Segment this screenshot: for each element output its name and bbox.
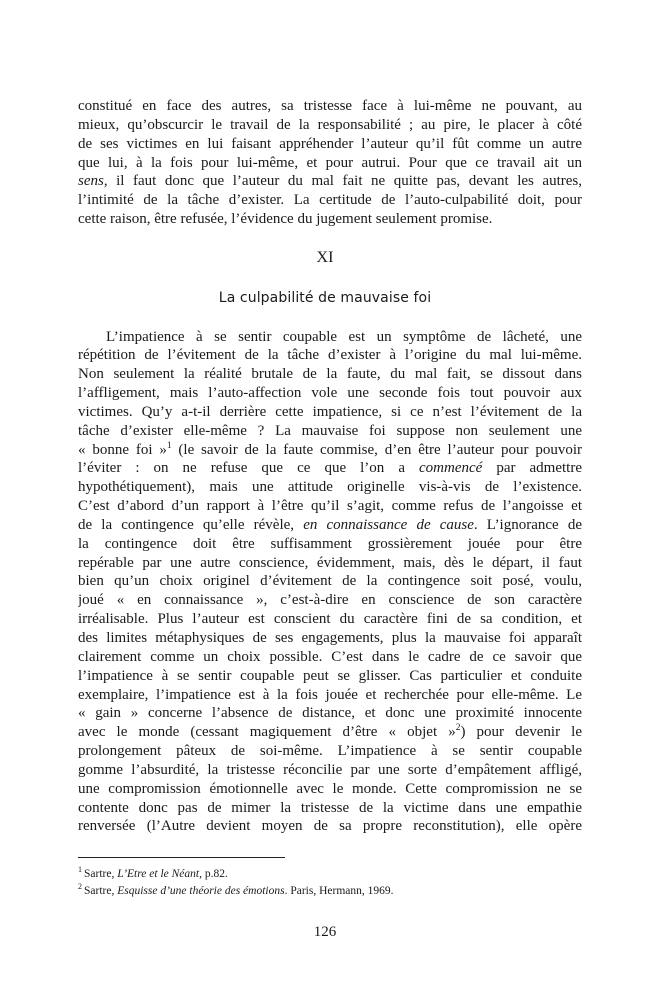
text-line (78, 97, 582, 116)
text-segment: L’impatience à se sentir coupable est un symptôme de lâcheté, une (106, 328, 582, 345)
text-segment: victimes. Qu’y a-t-il derrière cette impatience, si ce n’est l’évitement de la (78, 403, 582, 420)
text-line (78, 629, 582, 648)
footnote-title: Esquisse d’une théorie des émotions (117, 884, 285, 897)
text-line (78, 723, 582, 742)
text-segment: prolongement pâteux de soi-même. L’impatience à se sentir coupable (78, 743, 582, 760)
text-line (78, 799, 582, 818)
text-segment: « gain » concerne l’absence de distance, et donc une proximité innocente (78, 705, 582, 722)
text-line (78, 154, 582, 173)
text-segment: exemplaire, l’impatience est à la fois jouée et recherchée pour elle-même. Le (78, 686, 582, 703)
text-segment: gomme l’absurdité, la tristesse réconcilie par une sorte d’empâtement affligé, (78, 761, 582, 778)
text-segment: (le savoir de la faute commise, d’en être l’auteur pour pouvoir (171, 441, 582, 458)
text-line (78, 761, 582, 780)
paragraph-continued (78, 97, 582, 229)
text-line (78, 478, 582, 497)
text-line (78, 742, 582, 761)
footnote-reference: 2 (455, 723, 461, 734)
text-segment: de la contingence qu’elle révèle, (78, 516, 304, 533)
text-line (78, 422, 582, 441)
footnote-divider (78, 857, 285, 858)
text-segment: avec le monde (cessant magiquement d’être « objet » (78, 724, 456, 741)
paragraph-main (78, 328, 582, 837)
text-segment: « bonne foi » (78, 441, 167, 458)
text-segment: l’éviter : on ne refuse que ce que l’on a (78, 460, 420, 477)
text-segment: l’impatience à se sentir coupable peut se glisser. Cas particulier et conduite (78, 667, 582, 684)
text-segment: tâche d’exister elle-même ? La mauvaise foi suppose non seulement une (78, 422, 582, 439)
text-segment: la contingence doit être suffisamment grossièrement jouée pour être (78, 535, 582, 552)
footnote-number: 2 (78, 881, 82, 891)
footnote-text: Sartre, (84, 884, 118, 897)
text-line (78, 328, 582, 347)
text-line (78, 554, 582, 573)
italic-text: sens (78, 173, 104, 190)
text-line (78, 191, 582, 210)
footnote-reference: 1 (166, 440, 172, 451)
text-line (78, 572, 582, 591)
footnote-title: L’Etre et le Néant (117, 868, 200, 880)
footnotes (78, 866, 582, 899)
text-line (78, 135, 582, 154)
text-line (78, 648, 582, 667)
text-segment: C’est d’abord d’un rapport à l’être qu’il s’agit, comme refus de l’angoisse et (78, 498, 582, 515)
text-segment: constitué en face des autres, sa tristesse face à lui-même ne pouvant, au (78, 98, 582, 114)
text-line (78, 704, 582, 723)
text-segment: ) pour devenir le (460, 724, 582, 741)
text-line (78, 346, 582, 365)
text-line (78, 516, 582, 535)
text-segment: par admettre (482, 460, 582, 477)
text-line (78, 686, 582, 705)
text-line (78, 667, 582, 686)
text-segment: hypothétiquement), mais une attitude originelle vis-à-vis de l’existence. (78, 479, 582, 496)
text-line (78, 210, 582, 229)
section-number: XI (316, 249, 334, 266)
footnote-2 (78, 883, 582, 900)
text-segment: Non seulement la réalité brutale de la faute, du mal fait, se dissout dans (78, 366, 582, 383)
italic-text: en connaissance de cause (303, 516, 474, 533)
text-line (78, 365, 582, 384)
footnote-text: . Paris, Hermann, 1969. (284, 884, 394, 897)
footnote-text: Sartre, (84, 868, 118, 880)
text-segment: contente donc pas de mimer la tristesse de la victime dans une empathie (78, 799, 582, 816)
text-line (78, 172, 582, 191)
text-line (78, 403, 582, 422)
text-segment: l’intimité de la tâche d’exister. La certitude de l’auto-culpabilité doit, pour (78, 192, 582, 209)
text-segment: l’affligement, mais l’auto-affection vole une seconde fois tout pouvoir aux (78, 385, 582, 402)
text-line (78, 535, 582, 554)
text-segment: renversée (l’Autre devient moyen de sa propre reconstitution), elle opère (78, 818, 582, 835)
text-segment: cette raison, être refusée, l’évidence du jugement seulement promise. (78, 211, 493, 228)
text-segment: bien qu’un choix originel d’évitement de la contingence soit posé, voulu, (78, 573, 582, 590)
footnote-number: 1 (78, 865, 82, 875)
text-segment: repérable par une autre conscience, évidemment, mais, dès le départ, il faut (78, 554, 582, 571)
text-line (78, 817, 582, 836)
text-line (78, 116, 582, 135)
text-line (78, 591, 582, 610)
footnote-1 (78, 866, 582, 883)
footnote-text: , p.82. (199, 868, 228, 880)
text-line (78, 441, 582, 460)
text-segment: irréalisable. Plus l’auteur est conscient du caractère fini de sa condition, et (78, 611, 582, 628)
text-line (78, 497, 582, 516)
text-segment: des limites métaphysiques de ses engagements, plus la mauvaise foi apparaît (78, 630, 582, 646)
text-segment: une compromission émotionnelle avec le monde. Cette compromission ne se (78, 780, 582, 797)
text-line (78, 459, 582, 478)
text-segment: clairement comme un choix possible. C’est dans le cadre de ce savoir que (78, 648, 582, 665)
text-segment: , il faut donc que l’auteur du mal fait ne quitte pas, devant les autres, (103, 173, 582, 190)
page-number: 126 (313, 924, 337, 940)
text-segment: de ses victimes en lui faisant appréhender l’auteur qu’il fût comme un autre (78, 135, 582, 152)
text-segment: que lui, à la fois pour lui-même, et pour autrui. Pour que ce travail ait un (78, 154, 582, 171)
italic-text: commencé (419, 460, 483, 477)
text-segment: joué « en connaissance », c’est-à-dire en conscience de son caractère (78, 592, 582, 609)
text-segment: répétition de l’évitement de la tâche d’exister à l’origine du mal lui-même. (78, 347, 582, 364)
text-segment: mieux, qu’obscurcir le travail de la responsabilité ; au pire, le placer à côté (78, 116, 582, 133)
text-segment: . L’ignorance de (473, 516, 582, 533)
text-line (78, 610, 582, 629)
section-title: La culpabilité de mauvaise foi (218, 290, 432, 306)
text-line (78, 384, 582, 403)
text-line (78, 780, 582, 799)
